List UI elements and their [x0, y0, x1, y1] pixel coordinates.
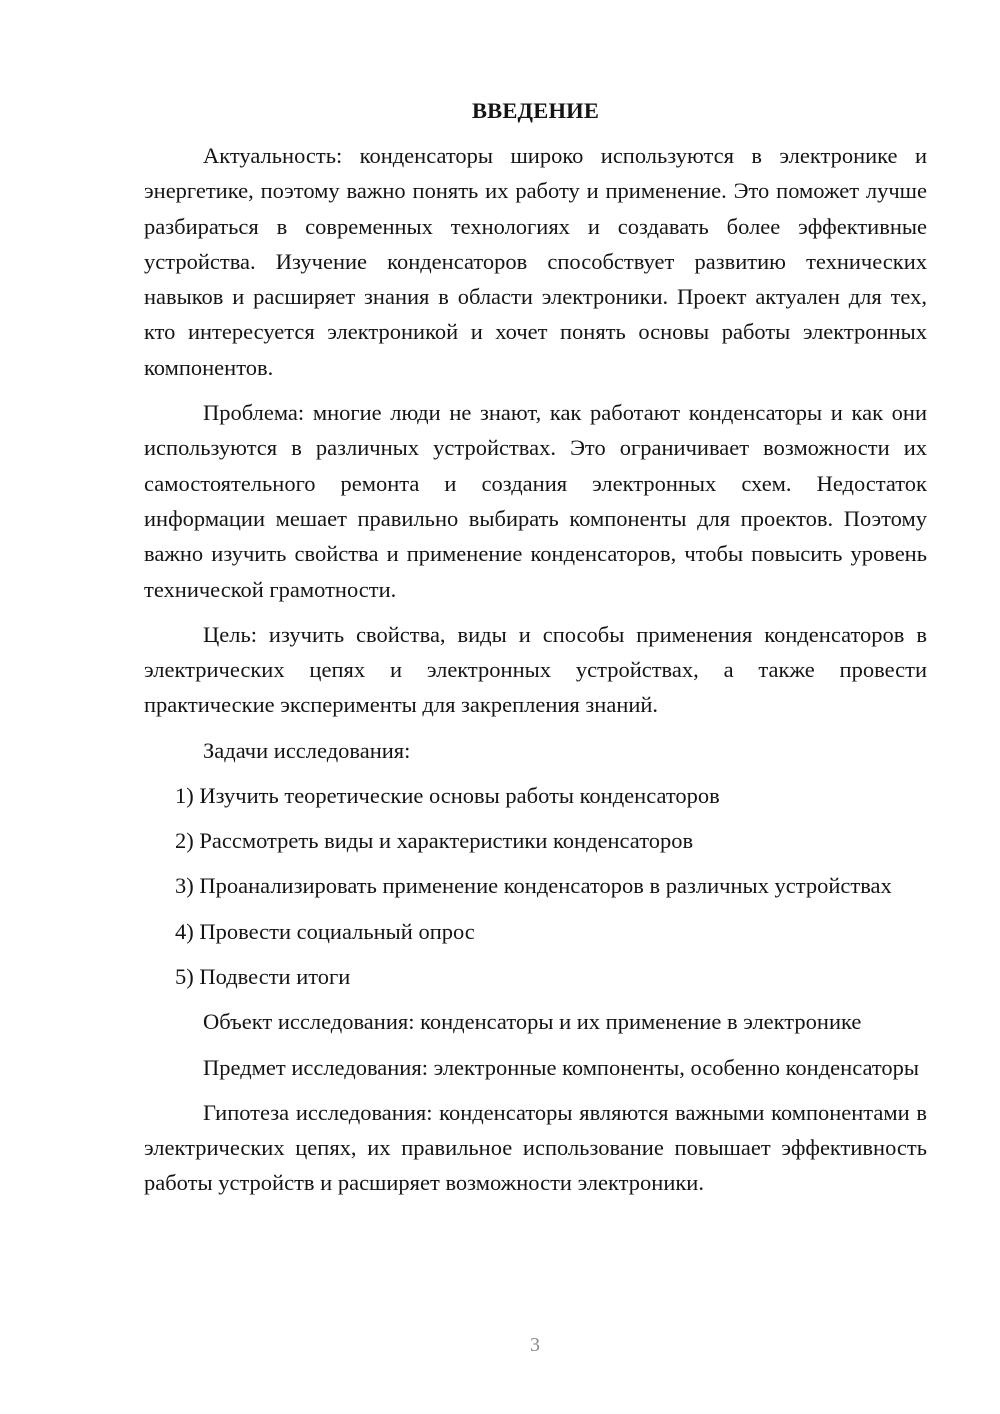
page-number: 3	[530, 1334, 540, 1356]
task-item-3: 3) Проанализировать применение конденсаторов в различных устройствах	[175, 873, 892, 899]
object-paragraph: Объект исследования: конденсаторы и их применение в электронике	[203, 1009, 862, 1035]
relevance-paragraph: Актуальность: конденсаторы широко используются в электронике и энергетике, поэтому важно понять их работу и применение. Это поможет лучше разбираться в современных технологиях и создавать более эффективные устройства. Изучение конденсаторов способствует развитию технических навыков и расширяет знания в области электроники. Проект актуален для тех, кто интересуется электроникой и хочет понять основы работы электронных компонентов.	[144, 143, 927, 380]
tasks-heading: Задачи исследования:	[203, 737, 411, 763]
tasks-list	[144, 778, 927, 994]
problem-paragraph: Проблема: многие люди не знают, как работают конденсаторы и как они используются в различных устройствах. Это ограничивает возможности их самостоятельного ремонта и создания электронных схем. Недостаток информации мешает правильно выбирать компоненты для проектов. Поэтому важно изучить свойства и применение конденсаторов, чтобы повысить уровень технической грамотности.	[144, 400, 927, 602]
task-item-4: 4) Провести социальный опрос	[175, 918, 475, 944]
task-item-5: 5) Подвести итоги	[175, 963, 351, 989]
hypothesis-paragraph: Гипотеза исследования: конденсаторы являются важными компонентами в электрических цепях, их правильное использование повышает эффективность работы устройств и расширяет возможности электроники.	[144, 1099, 927, 1196]
task-item-2: 2) Рассмотреть виды и характеристики конденсаторов	[175, 828, 694, 854]
task-item-1: 1) Изучить теоретические основы работы конденсаторов	[175, 782, 720, 808]
page-title: ВВЕДЕНИЕ	[471, 98, 600, 123]
subject-paragraph: Предмет исследования: электронные компоненты, особенно конденсаторы	[203, 1054, 920, 1080]
goal-paragraph: Цель: изучить свойства, виды и способы применения конденсаторов в электрических цепях и электронных устройствах, а также провести практические эксперименты для закрепления знаний.	[144, 621, 927, 718]
page-content	[144, 93, 927, 1201]
